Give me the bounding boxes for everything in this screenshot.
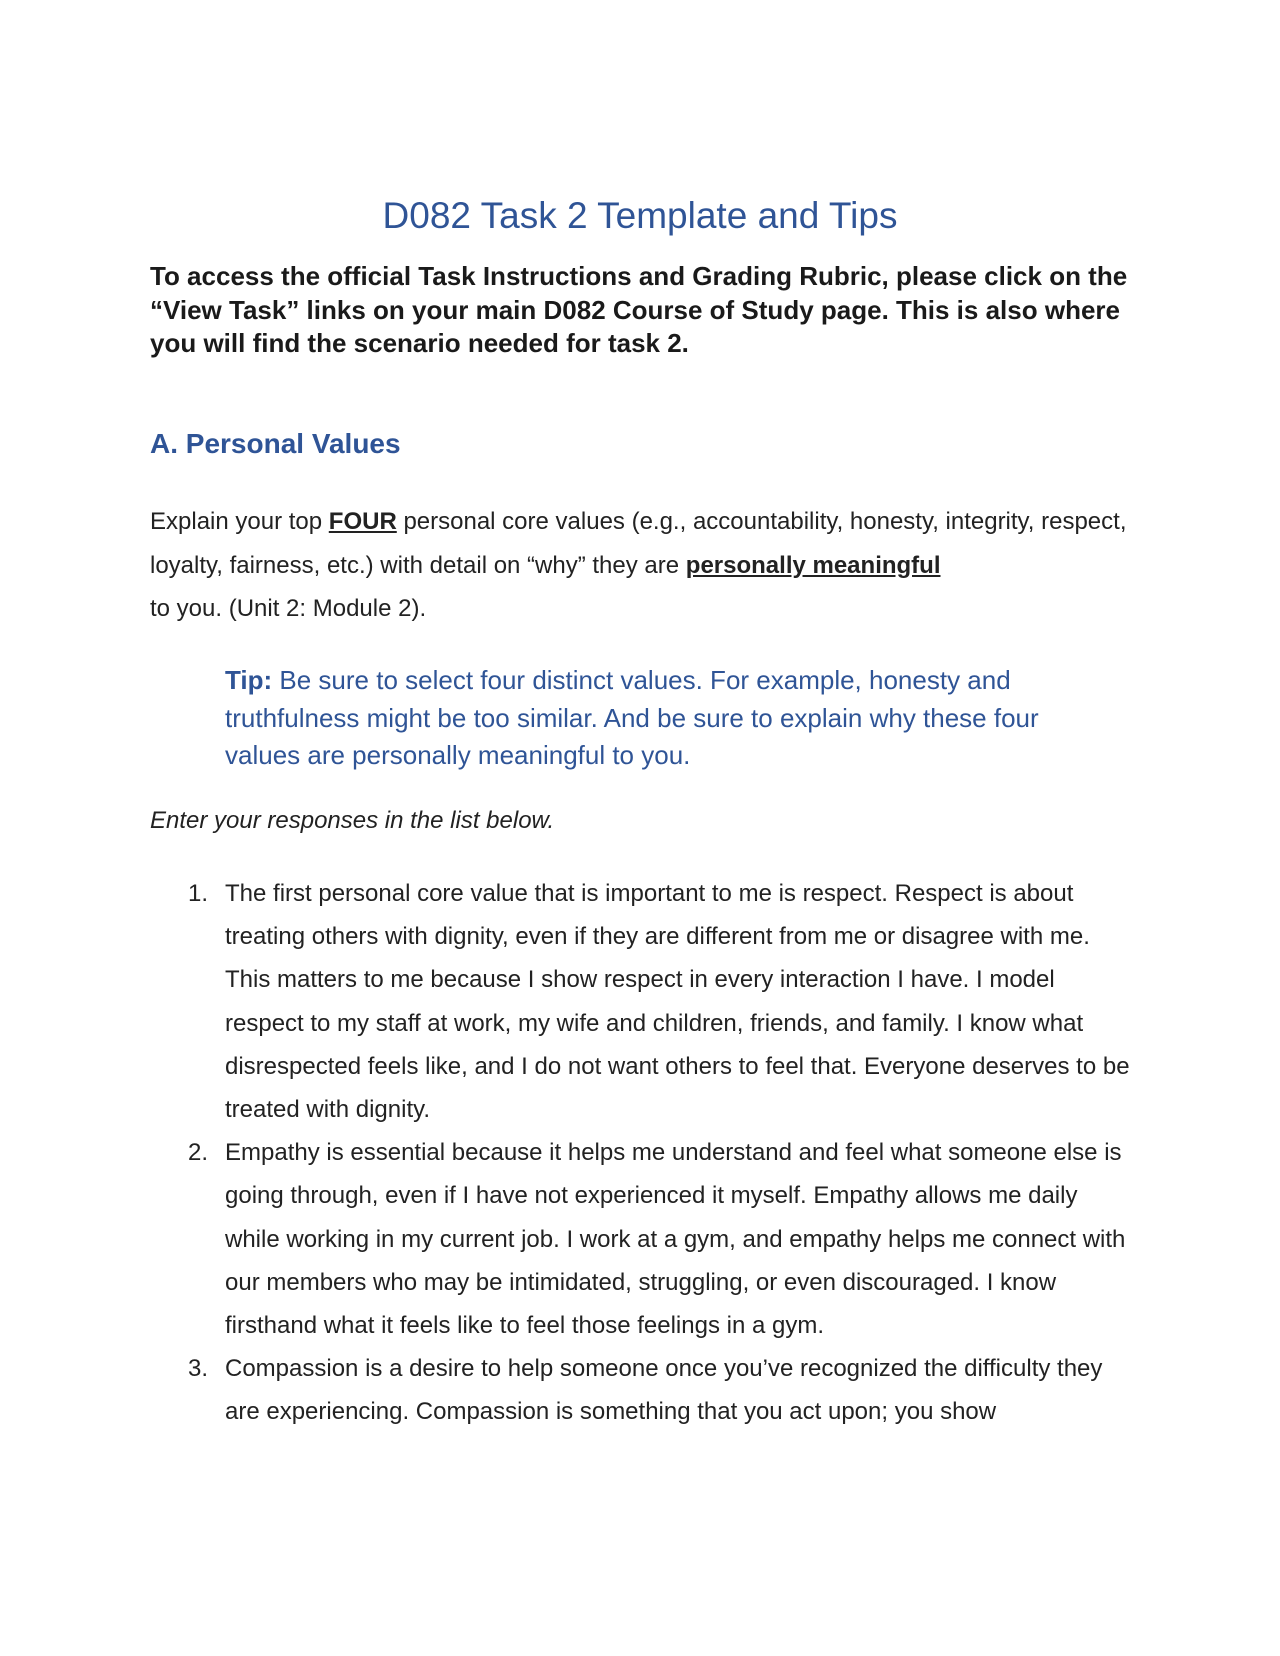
intro-paragraph: To access the official Task Instructions and Grading Rubric, please click on the “View Task” links on your main D082 Course of Study page. This is also where you will find the scenario needed for task 2.	[150, 261, 1128, 358]
list-item-number: 3.	[188, 1355, 209, 1383]
list-item-text: Compassion is a desire to help someone once you’ve recognized the difficulty they are experiencing. Compassion is something that you act upon; you show	[225, 1355, 1103, 1426]
list-item	[150, 1347, 1135, 1433]
list-item	[150, 1131, 1135, 1347]
explain-text-3: to you. (Unit 2: Module 2).	[150, 595, 427, 622]
section-a-heading: A. Personal Values	[150, 428, 401, 459]
responses-list	[150, 872, 1135, 1434]
list-item-text: Empathy is essential because it helps me understand and feel what someone else is going through, even if I have not experienced it myself. Empathy allows me daily while working in my current job. I work at a gym, and empathy helps me connect with our members who may be intimidated, struggling, or even discouraged. I know firsthand what it feels like to feel those feelings in a gym.	[225, 1139, 1126, 1340]
four-emphasis: FOUR	[328, 508, 397, 535]
instruction-text: Enter your responses in the list below.	[150, 807, 555, 834]
list-item-number: 2.	[188, 1139, 209, 1167]
list-item-text: The first personal core value that is important to me is respect. Respect is about treating others with dignity, even if they are different from me or disagree with me. This matters to me because I show respect in every interaction I have. I model respect to my staff at work, my wife and children, friends, and family. I know what disrespected feels like, and I do not want others to feel that. Everyone deserves to be treated with dignity.	[225, 880, 1130, 1124]
tip-text: Be sure to select four distinct values. For example, honesty and truthfulness might be too similar. And be sure to explain why these four values are personally meaningful to you.	[225, 665, 1039, 770]
explain-text-2: personal core values (e.g., accountability, honesty, integrity, respect, loyalty, fairness, etc.) with detail on “why” they are	[150, 508, 1127, 579]
meaningful-emphasis: personally meaningful	[685, 551, 941, 579]
document-title: D082 Task 2 Template and Tips	[382, 195, 898, 236]
explain-text-1: Explain your top	[150, 508, 329, 535]
list-item	[150, 872, 1135, 1131]
list-item-number: 1.	[188, 880, 209, 907]
tip-box	[225, 662, 1075, 775]
explain-paragraph	[150, 500, 1140, 631]
tip-label: Tip:	[225, 665, 273, 695]
